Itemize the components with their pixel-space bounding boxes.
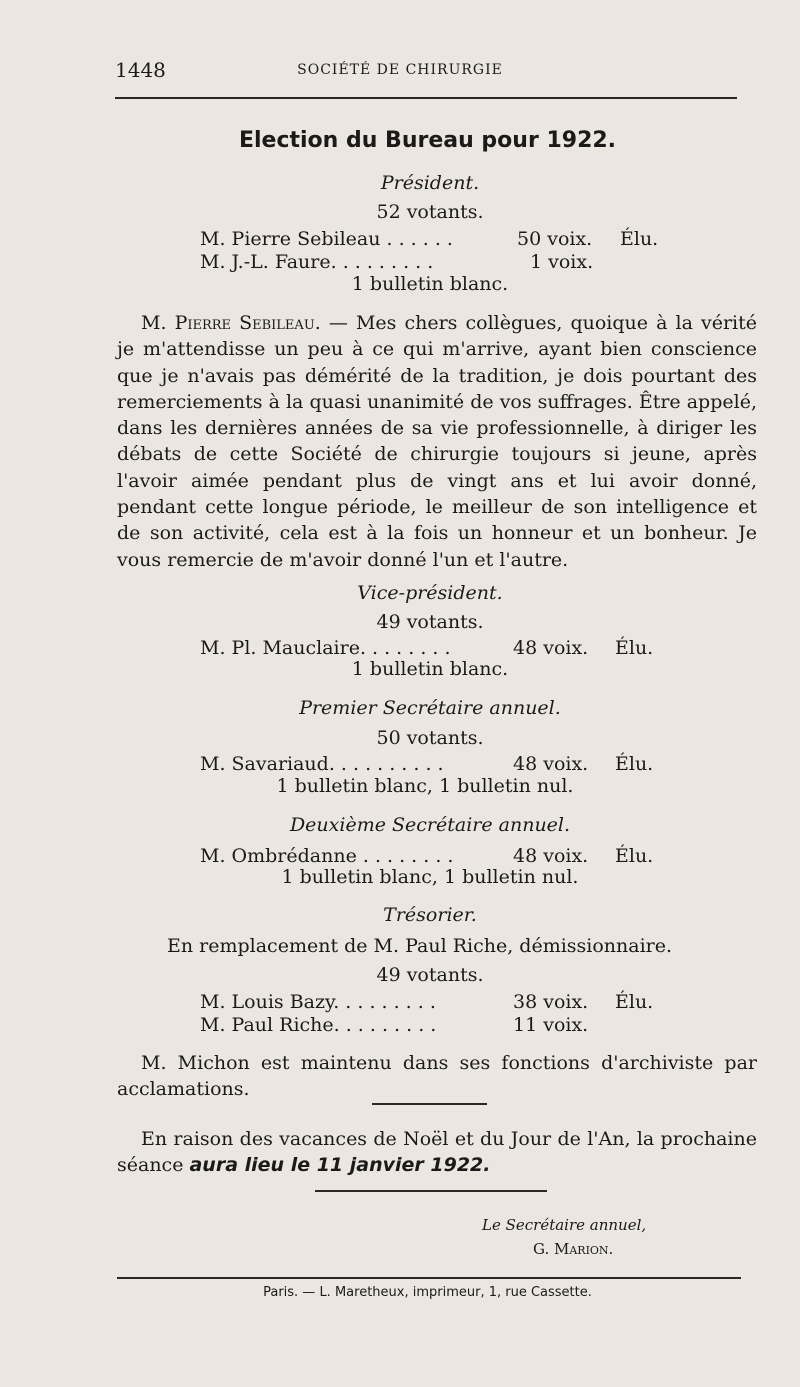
header-rule [115,97,737,99]
vice-president-row-1-votes: 48 voix. [513,637,589,659]
vice-president-votants: 49 votants. [376,611,484,633]
president-row-2-votes: 1 voix. [530,251,594,273]
page-number: 1448 [115,58,166,82]
president-row-2-name: M. J.-L. Faure. . . . . . . . . [200,251,434,273]
signature-name: G. Marion. [533,1240,614,1258]
premier-secretaire-row-1-name: M. Savariaud. . . . . . . . . . [200,753,444,775]
archiviste-text: M. Michon est maintenu dans ses fonctions d'archiviste par acclamations. [117,1052,757,1101]
vice-president-row-1-name: M. Pl. Mauclaire. . . . . . . . [200,637,451,659]
deuxieme-secretaire-heading: Deuxième Secrétaire annuel. [289,814,571,836]
separator-medium [315,1190,547,1192]
speech-text: — Mes chers collègues, quoique à la vérité je m'attendisse un peu à ce qui m'arrive, ayant bien conscience que je n'avais pas démérité de la tradition, je dois pourtant des remerciements à la quasi unanimité de vos suffrages. Être appelé, dans les dernières années de sa vie professionnelle, à diriger les débats de cette Société de chirurgie toujours si jeune, après l'avoir aimée pendant plus de vingt ans et lui avoir donné, pendant cette longue période, le meilleur de son intelligence et de son activité, cela est à la fois un honneur et un bonheur. Je vous remercie de m'avoir donné l'un et l'autre. [117,312,757,571]
separator-short [372,1103,487,1105]
footer-rule [117,1277,741,1279]
president-blank: 1 bulletin blanc. [351,273,509,295]
premier-secretaire-blank: 1 bulletin blanc, 1 bulletin nul. [276,775,574,797]
deuxieme-secretaire-row-1-votes: 48 voix. [513,845,589,867]
president-row-1-name: M. Pierre Sebileau . . . . . . [200,228,453,250]
running-header: SOCIÉTÉ DE CHIRURGIE [297,62,503,78]
tresorier-votants: 49 votants. [376,964,484,986]
president-votants: 52 votants. [376,201,484,223]
premier-secretaire-heading: Premier Secrétaire annuel. [299,697,561,719]
section-title: Election du Bureau pour 1922. [238,128,617,153]
closing-emphasis: aura lieu le 11 janvier 1922. [189,1154,491,1177]
deuxieme-secretaire-blank: 1 bulletin blanc, 1 bulletin nul. [281,866,579,888]
premier-secretaire-votants: 50 votants. [376,727,484,749]
closing-paragraph [117,1126,757,1179]
vice-president-blank: 1 bulletin blanc. [351,658,509,680]
tresorier-heading: Trésorier. [383,904,477,926]
tresorier-note: En remplacement de M. Paul Riche, démissionnaire. [167,935,673,957]
president-row-1-result: Élu. [620,228,659,250]
premier-secretaire-row-1-votes: 48 voix. [513,753,589,775]
tresorier-row-1-votes: 38 voix. [513,991,589,1013]
speech-speaker: M. Pierre Sebileau. [141,312,321,334]
closing-text: En raison des vacances de Noël et du Jour de l'An, la prochaine séance [117,1128,757,1177]
president-heading: Président. [380,172,480,194]
tresorier-row-1-result: Élu. [615,991,654,1013]
tresorier-row-2-name: M. Paul Riche. . . . . . . . . [200,1014,437,1036]
signature-role: Le Secrétaire annuel, [482,1216,647,1234]
printer-footer: Paris. — L. Maretheux, imprimeur, 1, rue Cassette. [263,1285,592,1300]
deuxieme-secretaire-row-1-name: M. Ombrédanne . . . . . . . . [200,845,454,867]
tresorier-row-2-votes: 11 voix. [513,1014,589,1036]
sebileau-speech [117,310,757,573]
deuxieme-secretaire-row-1-result: Élu. [615,845,654,867]
vice-president-row-1-result: Élu. [615,637,654,659]
president-row-1-votes: 50 voix. [517,228,593,250]
premier-secretaire-row-1-result: Élu. [615,753,654,775]
tresorier-row-1-name: M. Louis Bazy. . . . . . . . . [200,991,436,1013]
vice-president-heading: Vice-président. [357,582,503,604]
archiviste-paragraph [117,1050,757,1103]
